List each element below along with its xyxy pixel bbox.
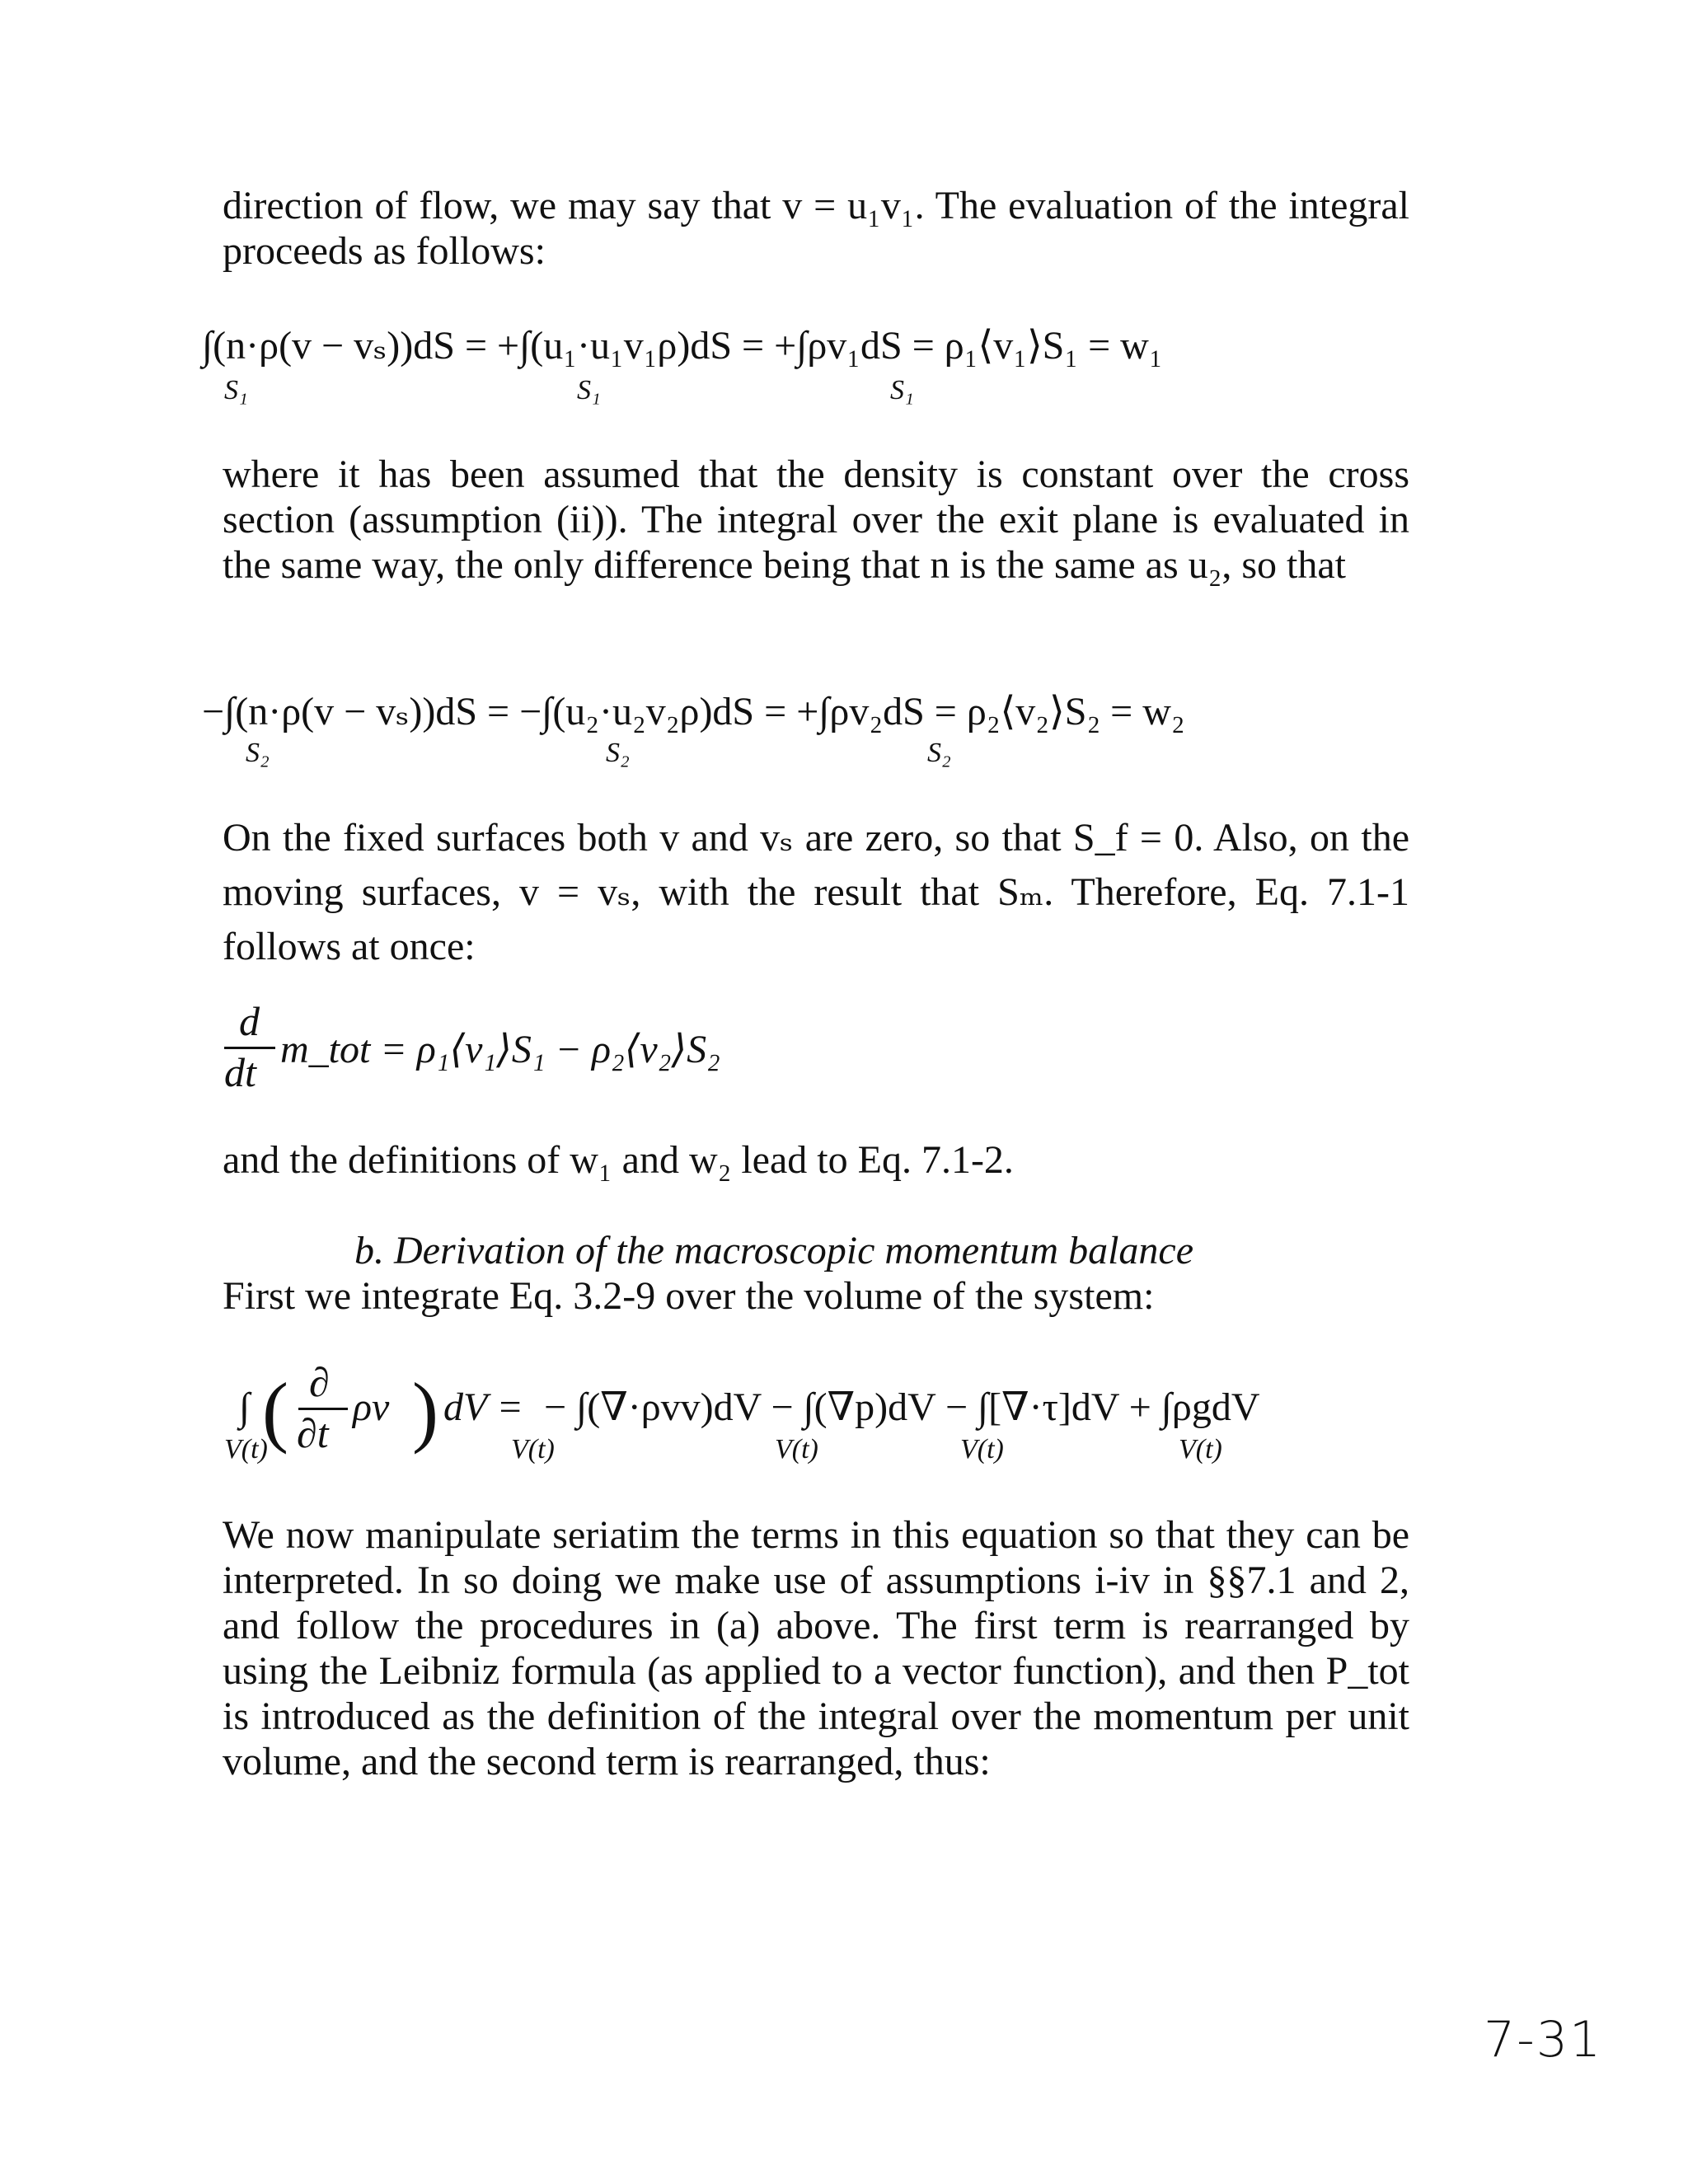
- integral-limit: S₂: [927, 738, 951, 768]
- derivative-numerator: d: [239, 998, 260, 1044]
- left-paren: (: [262, 1366, 288, 1455]
- partial-denominator: ∂t: [297, 1410, 329, 1456]
- paragraph-density-assumption: where it has been assumed that the density is constant over the cross section (assumption (ii)). The integral over the exit plane is evaluated in the same way, the only difference being that n is the same as u₂, so that: [223, 452, 1409, 587]
- partial-numerator: ∂: [309, 1359, 330, 1405]
- derivative-denominator: dt: [224, 1049, 256, 1095]
- paragraph-definitions: and the definitions of w₁ and w₂ lead to Eq. 7.1-2.: [223, 1138, 1014, 1182]
- integral-limit: V(t): [775, 1434, 818, 1465]
- page-number: 7-31: [1484, 2011, 1603, 2069]
- right-paren: ): [412, 1366, 438, 1455]
- equation-momentum-rhs: − ∫(∇·ρvv)dV − ∫(∇p)dV − ∫[∇·τ]dV + ∫ρgdV: [544, 1385, 1260, 1429]
- equation-inlet-integral: ∫(n·ρ(v − vₛ))dS = +∫(u₁·u₁v₁ρ)dS = +∫ρv₁dS = ρ₁⟨v₁⟩S₁ = w₁: [202, 324, 1163, 368]
- integral-limit: V(t): [960, 1434, 1004, 1465]
- integral-limit: S₁: [577, 375, 601, 405]
- section-heading: b. Derivation of the macroscopic momentum balance: [354, 1229, 1194, 1272]
- integral-sign: ∫: [239, 1385, 251, 1429]
- paragraph-flow-direction: direction of flow, we may say that v = u₁v₁. The evaluation of the integral proceeds as follows:: [223, 184, 1409, 273]
- integral-limit: V(t): [224, 1434, 268, 1465]
- integral-limit: V(t): [1179, 1434, 1222, 1465]
- paragraph-fixed-surfaces: On the fixed surfaces both v and vₛ are zero, so that S_f = 0. Also, on the moving surfaces, v = vₛ, with the result that Sₘ. Therefore, Eq. 7.1-1 follows at once:: [223, 816, 1409, 968]
- integral-limit: S₁: [224, 375, 248, 405]
- paragraph-integrate: First we integrate Eq. 3.2-9 over the volume of the system:: [223, 1274, 1155, 1318]
- integral-limit: S₂: [606, 738, 630, 768]
- equation-mass-balance: m_tot = ρ₁⟨v₁⟩S₁ − ρ₂⟨v₂⟩S₂: [280, 1028, 720, 1071]
- integral-limit: S₂: [246, 738, 270, 768]
- momentum-density: ρv: [353, 1385, 390, 1429]
- paragraph-manipulate-terms: We now manipulate seriatim the terms in this equation so that they can be interpreted. In so doing we make use of assumptions i-iv in §§7.1 and 2, and follow the procedures in (a) above. The first term is rearranged by using the Leibniz formula (as applied to a vector function), and then P_tot is introduced as the definition of the integral over the momentum per unit volume, and the second term is rearranged, thus:: [223, 1513, 1409, 1783]
- integral-limit: S₁: [890, 375, 914, 405]
- integral-limit: V(t): [511, 1434, 555, 1465]
- volume-differential: dV =: [443, 1385, 523, 1429]
- equation-exit-integral: −∫(n·ρ(v − vₛ))dS = −∫(u₂·u₂v₂ρ)dS = +∫ρv₂dS = ρ₂⟨v₂⟩S₂ = w₂: [202, 690, 1185, 733]
